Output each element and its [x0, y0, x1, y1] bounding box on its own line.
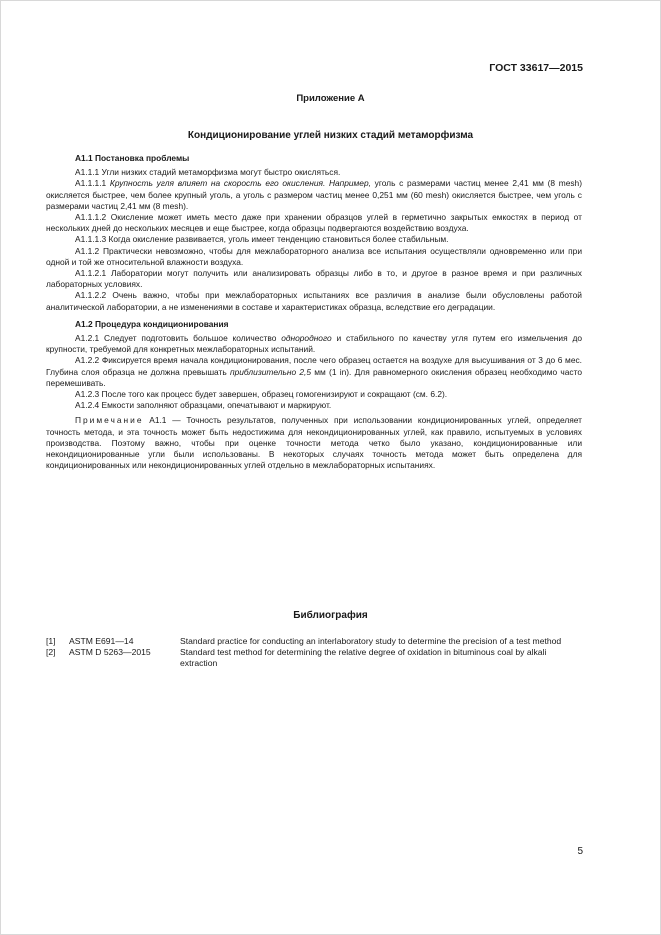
bibliography-title: Библиография — [293, 610, 368, 621]
ref-description: Standard practice for conducting an interlaboratory study to determine the precision of a test method — [180, 636, 562, 646]
ref-number: [2] — [46, 647, 56, 658]
paragraph: А1.2.2 Фиксируется время начала кондиционирования, после чего образец остается на воздухе для высушивания от 3 до 6 мес. Глубина слоя образца не должна превышать приблизительно 2,5 мм (1 in). Для равномерного окисления образец необходимо часто перемешивать. — [46, 355, 582, 388]
paragraph: А1.1.1.2 Окисление может иметь место даже при хранении образцов углей в герметично закрытых емкостях в период от нескольких дней до нескольких месяцев и еще быстрее, когда образцы подвергаются воздействию воздуха. — [46, 212, 582, 234]
paragraph: А1.1.1.3 Когда окисление развивается, уголь имеет тенденцию становиться более стабильным. — [75, 234, 449, 245]
main-content — [46, 153, 582, 471]
page-number: 5 — [577, 846, 583, 857]
ref-code: ASTM D 5263—2015 — [69, 647, 151, 658]
section-title: Кондиционирование углей низких стадий метаморфизма — [187, 130, 474, 141]
bibliography-list — [46, 636, 586, 670]
appendix-title: Приложение А — [296, 93, 365, 104]
paragraph: А1.2.1 Следует подготовить большое количество однородного и стабильного по качеству угля путем его измельчения до крупности, требуемой для конкретных межлабораторных испытаний. — [46, 333, 582, 355]
paragraph: А1.1.2 Практически невозможно, чтобы для межлабораторного анализа все испытания осуществляли одновременно или при одной и той же относительной влажности воздуха. — [46, 245, 582, 267]
paragraph: А1.1.2.2 Очень важно, чтобы при межлабораторных испытаниях все различия в анализе были обусловлены работой аналитической лаборатории, а не изменениями в составе и характеристиках образца, вследствие его деградации. — [46, 290, 582, 312]
ref-code: ASTM E691—14 — [69, 636, 134, 646]
paragraph: А1.2.3 После того как процесс будет завершен, образец гомогенизируют и сокращают (см. 6.2). — [75, 389, 448, 400]
ref-description: Standard test method for determining the relative degree of oxidation in bituminous coal by alkali extraction — [180, 647, 547, 669]
note: Примечание А1.1 — Точность результатов, полученных при использовании кондиционированных углей, определяет точность метода, и эта точность может быть недостижима для некондиционированных углей, как правило, испытуемых в условиях производства. Поэтому важно, чтобы при оценке точности метода четко было указано, кондиционированные или некондиционированные угли были использованы. В некоторых случаях точность метода может быть определена для кондиционированных или некондиционированных углей отдельно в межлабораторных испытаниях. — [46, 415, 582, 471]
document-code: ГОСТ 33617—2015 — [489, 62, 583, 74]
paragraph: А1.1.1.1 Крупность угля влияет на скорость его окисления. Например, уголь с размерами частиц менее 2,41 мм (8 mesh) окисляется быстрее, чем более крупный уголь, а уголь с размером частиц менее 0,251 мм (60 mesh) окисляется быстрее, чем уголь с размерами частиц 2,41 мм (8 mesh). — [46, 178, 582, 211]
note-label: Примечание — [75, 415, 144, 426]
paragraph: А1.1.1 Угли низких стадий метаморфизма могут быстро окисляться. — [75, 167, 341, 178]
subsection-heading: А1.1 Постановка проблемы — [75, 153, 190, 163]
bibliography-item — [46, 636, 586, 647]
paragraph: А1.1.2.1 Лаборатории могут получить или анализировать образцы либо в то, и другое в разное время и при различных лабораторных условиях. — [46, 268, 582, 290]
ref-number: [1] — [46, 636, 56, 646]
bibliography-item — [46, 647, 586, 669]
subsection-heading: А1.2 Процедура кондиционирования — [75, 318, 229, 329]
paragraph: А1.2.4 Емкости заполняют образцами, опечатывают и маркируют. — [75, 400, 332, 411]
